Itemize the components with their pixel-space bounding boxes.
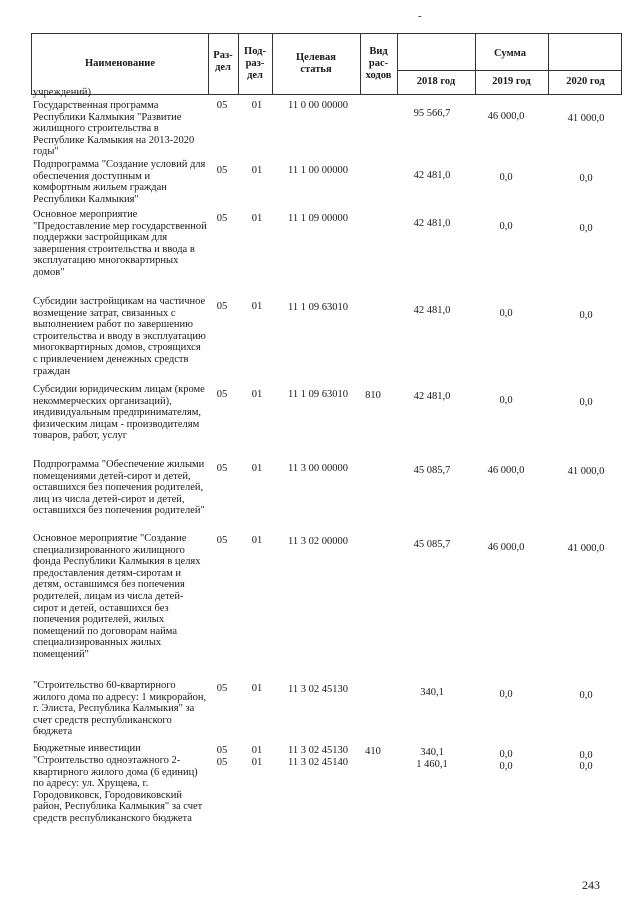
row-section: 05: [216, 100, 228, 111]
row-subsection: 01: [251, 463, 263, 474]
row-name: Бюджетные инвестиции: [33, 743, 141, 754]
row-name: Подпрограмма "Обеспечение жилыми помещениями детей-сирот и детей, оставшихся без попечения родителей, лиц из числа детей-сирот и детей, оставшихся без попечения родителей": [33, 459, 205, 517]
row-2020: 0,0: [579, 397, 593, 408]
row-subsection: 01: [251, 100, 263, 111]
row-target: 11 1 09 63010: [288, 389, 348, 400]
row-name: Подпрограмма "Создание условий для обеспечения доступным и комфортным жильем граждан Республики Калмыкия": [33, 159, 206, 205]
header-2020: 2020 год: [566, 76, 605, 87]
row-subsection: 01: [251, 165, 263, 176]
row-subsection: 01: [251, 389, 263, 400]
row-subsection: 01: [251, 213, 263, 224]
row-2018: 42 481,0: [413, 391, 451, 402]
row-target: 11 3 02 45130: [288, 684, 348, 695]
row-2018: 45 085,7: [413, 465, 451, 476]
row-2018: 340,1: [420, 687, 444, 698]
header-section: Раз- дел: [213, 50, 233, 73]
row-section: 05: [216, 301, 228, 312]
row-target: 11 0 00 00000: [288, 100, 348, 111]
row-section: 05: [216, 745, 228, 756]
row-2019: 0,0: [499, 172, 513, 183]
row-2019: 0,0: [499, 395, 513, 406]
row-2018: 42 481,0: [413, 305, 451, 316]
header-2019: 2019 год: [492, 76, 531, 87]
row-2019: 0,0: [499, 221, 513, 232]
row-subsection: 01: [251, 745, 263, 756]
row-target: 11 1 09 00000: [288, 213, 348, 224]
row-2020: 0,0: [579, 173, 593, 184]
row-target: 11 3 02 45140: [288, 757, 348, 768]
row-2019: 46 000,0: [487, 465, 525, 476]
row-2019: 0,0: [499, 308, 513, 319]
row-name: учреждений): [33, 87, 92, 98]
row-section: 05: [216, 389, 228, 400]
row-expense: 810: [365, 390, 381, 401]
header-2018: 2018 год: [416, 76, 456, 87]
header-expense: Вид рас- ходов: [365, 46, 392, 81]
page-number: 243: [582, 878, 600, 892]
row-2020: 0,0: [579, 223, 593, 234]
header-sum: Сумма: [494, 48, 526, 59]
row-name: Основное мероприятие "Создание специализированного жилищного фонда Республики Калмыкия в целях предоставления детям-сиротам и детям, оставшимся без попечения родителей, лицам из числа детей-сирот и детей, оставшихся без попечения родителей, жилых помещений по договорам найма специализированных жилых помещений": [33, 533, 201, 660]
row-subsection: 01: [251, 757, 263, 768]
row-2018: 340,1: [420, 747, 444, 758]
row-2019: 0,0: [499, 689, 513, 700]
row-2020: 41 000,0: [567, 113, 605, 124]
row-section: 05: [216, 213, 228, 224]
row-subsection: 01: [251, 535, 263, 546]
row-2018: 45 085,7: [413, 539, 451, 550]
row-section: 05: [216, 683, 228, 694]
row-name: Субсидии юридическим лицам (кроме некоммерческих организаций), индивидуальным предпринимателям, физическим лицам - производителям товаров, работ, услуг: [33, 384, 205, 442]
row-2019: 46 000,0: [487, 542, 525, 553]
row-subsection: 01: [251, 301, 263, 312]
row-2019: 46 000,0: [487, 111, 525, 122]
row-target: 11 1 00 00000: [288, 165, 348, 176]
row-name: "Строительство одноэтажного 2-квартирного жилого дома (6 единиц) по адресу: ул. Хрущева, г. Городовиковск, Городовиковский район, Республика Калмыкия" за счет средств республиканского бюджета: [33, 755, 203, 824]
header-name: Наименование: [85, 58, 155, 69]
row-2018: 42 481,0: [413, 170, 451, 181]
row-2020: 41 000,0: [567, 466, 605, 477]
row-name: Основное мероприятие "Предоставление мер государственной поддержки застройщикам для завершения строительства и ввода в эксплуатацию многоквартирных домов": [33, 209, 207, 278]
row-2020: 0,0: [579, 690, 593, 701]
row-2018: 42 481,0: [413, 218, 451, 229]
row-section: 05: [216, 757, 228, 768]
row-subsection: 01: [251, 683, 263, 694]
row-section: 05: [216, 463, 228, 474]
row-2018: 1 460,1: [416, 759, 448, 770]
row-2020: 0,0: [579, 310, 593, 321]
row-2019: 0,0: [499, 761, 513, 772]
row-2020: 0,0: [579, 750, 593, 761]
row-target: 11 3 02 45130: [288, 745, 348, 756]
row-name: "Строительство 60-квартирного жилого дома по адресу: 1 микрорайон, г. Элиста, Республика Калмыкия" за счет средств республиканского бюджета: [33, 680, 207, 738]
row-name: Субсидии застройщикам на частичное возмещение затрат, связанных с выполнением работ по завершению строительства и вводу в эксплуатацию многоквартирных домов, строящихся с привлечением денежных средств граждан: [33, 296, 206, 377]
row-2020: 0,0: [579, 761, 593, 772]
top-mark: -: [418, 10, 422, 22]
row-section: 05: [216, 165, 228, 176]
table-header: [31, 33, 622, 95]
row-2018: 95 566,7: [413, 108, 451, 119]
header-target: Целевая статья: [296, 52, 336, 75]
row-target: 11 1 09 63010: [288, 302, 348, 313]
header-subsection: Под- раз- дел: [244, 46, 266, 81]
row-name: Государственная программа Республики Калмыкия "Развитие жилищного строительства в Республике Калмыкия на 2013-2020 годы": [33, 100, 195, 158]
row-target: 11 3 02 00000: [288, 536, 348, 547]
row-2019: 0,0: [499, 749, 513, 760]
row-expense: 410: [365, 746, 381, 757]
row-target: 11 3 00 00000: [288, 463, 348, 474]
row-2020: 41 000,0: [567, 543, 605, 554]
row-section: 05: [216, 535, 228, 546]
